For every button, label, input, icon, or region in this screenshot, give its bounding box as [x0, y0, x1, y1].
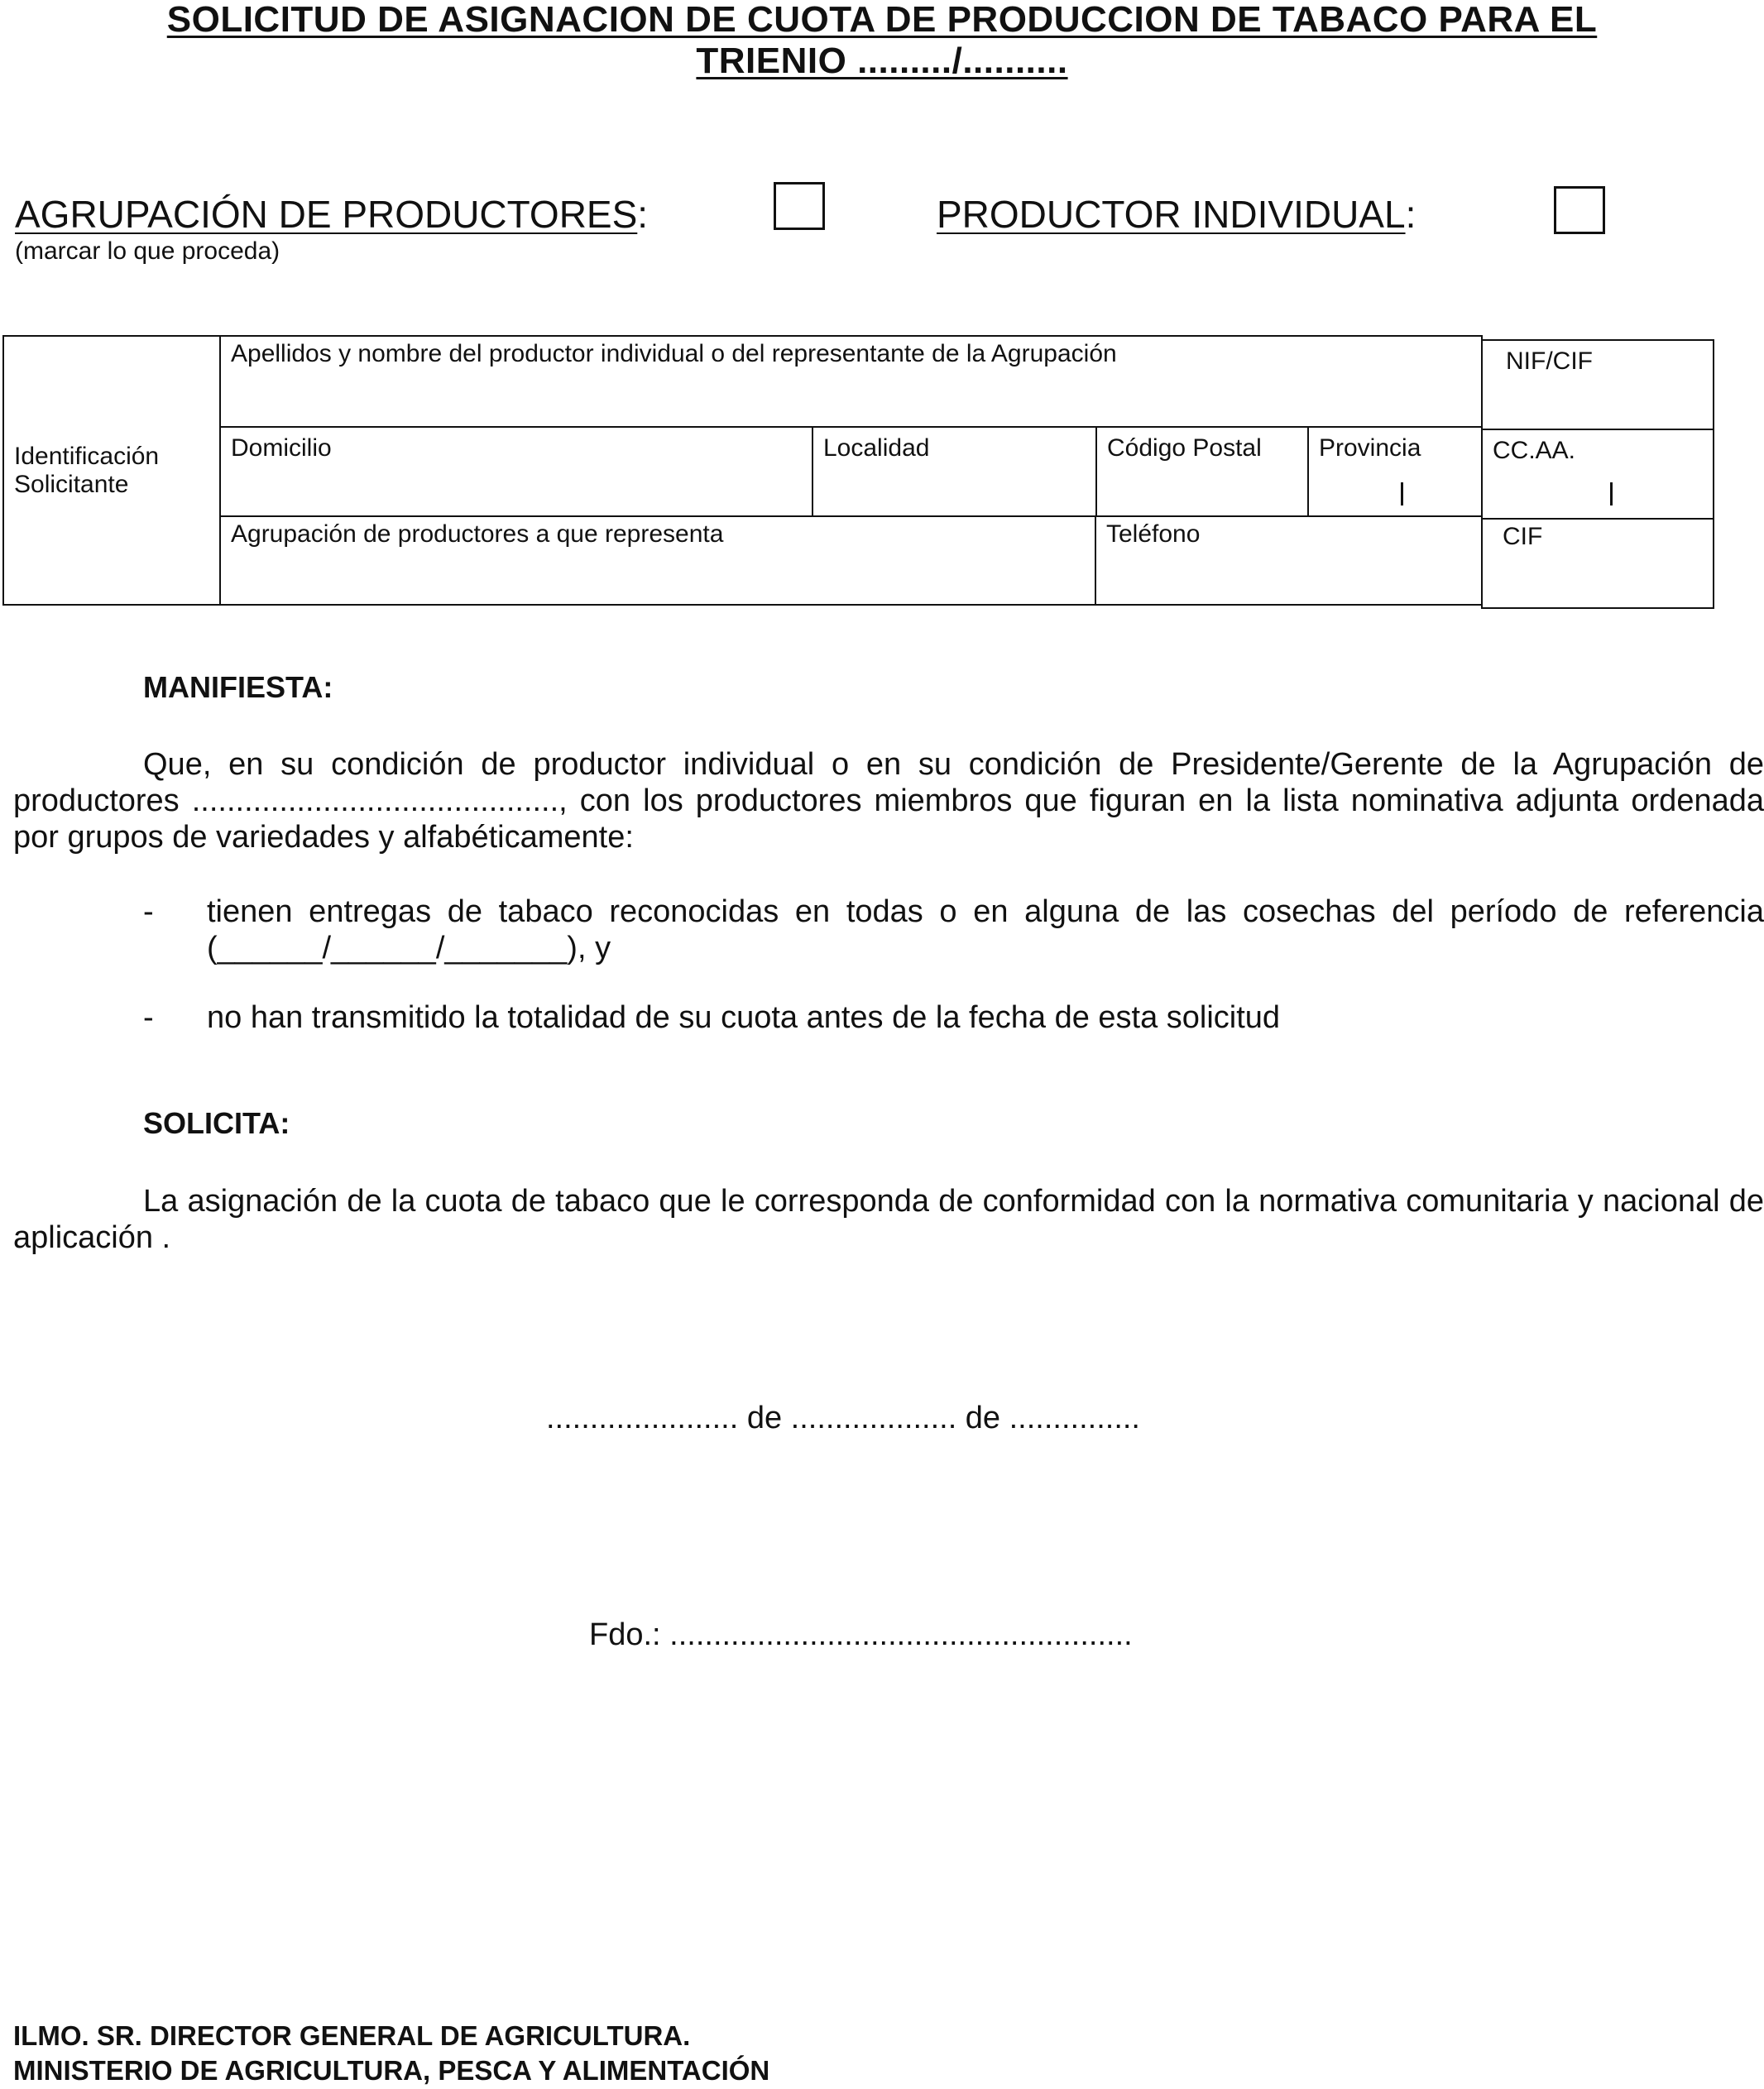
solicita-heading: SOLICITA: [143, 1106, 290, 1140]
group-represented-field-label: Agrupación de productores a que representa [231, 520, 724, 548]
group-option-label: AGRUPACIÓN DE PRODUCTORES [15, 193, 638, 236]
cif-field[interactable] [1481, 518, 1714, 609]
manifiesta-paragraph: Que, en su condición de productor individual o en su condición de Presidente/Gerente de la Agrupación de productores .........................................., con los productores miembros que figuran en la lista nominativa adjunta ordenada por grupos de variedades y alfabéticamente: [13, 747, 1764, 855]
phone-field[interactable] [1095, 515, 1483, 606]
bullet-1-text: tienen entregas de tabaco reconocidas en todas o en alguna de las cosechas del período de referencia (______/______/_______), y [207, 894, 1764, 965]
addressee-line-2: MINISTERIO DE AGRICULTURA, PESCA Y ALIMENTACIÓN [13, 2055, 770, 2086]
identification-side-cell [2, 335, 221, 606]
identification-side-label-2: Solicitante [14, 470, 129, 498]
phone-field-label: Teléfono [1106, 520, 1201, 548]
locality-field[interactable] [812, 426, 1097, 517]
signature-line[interactable]: Fdo.: ..................................................... [589, 1617, 1133, 1652]
manifiesta-heading: MANIFIESTA: [143, 670, 333, 704]
group-checkbox[interactable] [774, 182, 825, 230]
postal-code-field[interactable] [1095, 426, 1309, 517]
date-line[interactable]: ...................... de ................... de ............... [546, 1401, 1140, 1435]
province-field-label: Provincia [1319, 434, 1421, 462]
province-field[interactable] [1307, 426, 1483, 517]
address-field-label: Domicilio [231, 434, 332, 462]
name-field-label: Apellidos y nombre del productor individual o del representante de la Agrupación [231, 340, 1117, 367]
individual-option [937, 192, 1416, 237]
page-title: SOLICITUD DE ASIGNACION DE CUOTA DE PRODUCCION DE TABACO PARA EL [166, 0, 1598, 40]
province-divider-tick [1401, 482, 1403, 505]
nif-field[interactable] [1481, 339, 1714, 430]
ccaa-divider-tick [1610, 482, 1613, 505]
group-represented-field[interactable] [219, 515, 1096, 606]
mark-hint: (marcar lo que proceda) [15, 237, 280, 265]
postal-code-field-label: Código Postal [1107, 434, 1262, 462]
name-field[interactable] [219, 335, 1483, 428]
cif-field-label: CIF [1503, 523, 1543, 550]
solicita-paragraph: La asignación de la cuota de tabaco que le corresponda de conformidad con la normativa comunitaria y nacional de aplicación . [13, 1184, 1764, 1255]
bullet-dash-1: - [143, 894, 154, 929]
address-field[interactable] [219, 426, 813, 517]
bullet-dash-2: - [143, 1000, 154, 1035]
individual-checkbox[interactable] [1554, 186, 1605, 234]
ccaa-field-label: CC.AA. [1493, 437, 1576, 464]
bullet-2-text: no han transmitido la totalidad de su cuota antes de la fecha de esta solicitud [207, 1000, 1281, 1035]
addressee-line-1: ILMO. SR. DIRECTOR GENERAL DE AGRICULTURA. [13, 2020, 691, 2051]
ccaa-field[interactable] [1481, 429, 1714, 520]
locality-field-label: Localidad [823, 434, 930, 462]
identification-side-label-1: Identificación [14, 442, 160, 470]
individual-option-colon: : [1405, 193, 1416, 236]
group-option-colon: : [637, 193, 649, 236]
individual-option-label: PRODUCTOR INDIVIDUAL [937, 193, 1406, 236]
nif-field-label: NIF/CIF [1506, 347, 1593, 375]
group-option [15, 192, 648, 237]
page-title-period: TRIENIO ........./.......... [696, 41, 1068, 81]
